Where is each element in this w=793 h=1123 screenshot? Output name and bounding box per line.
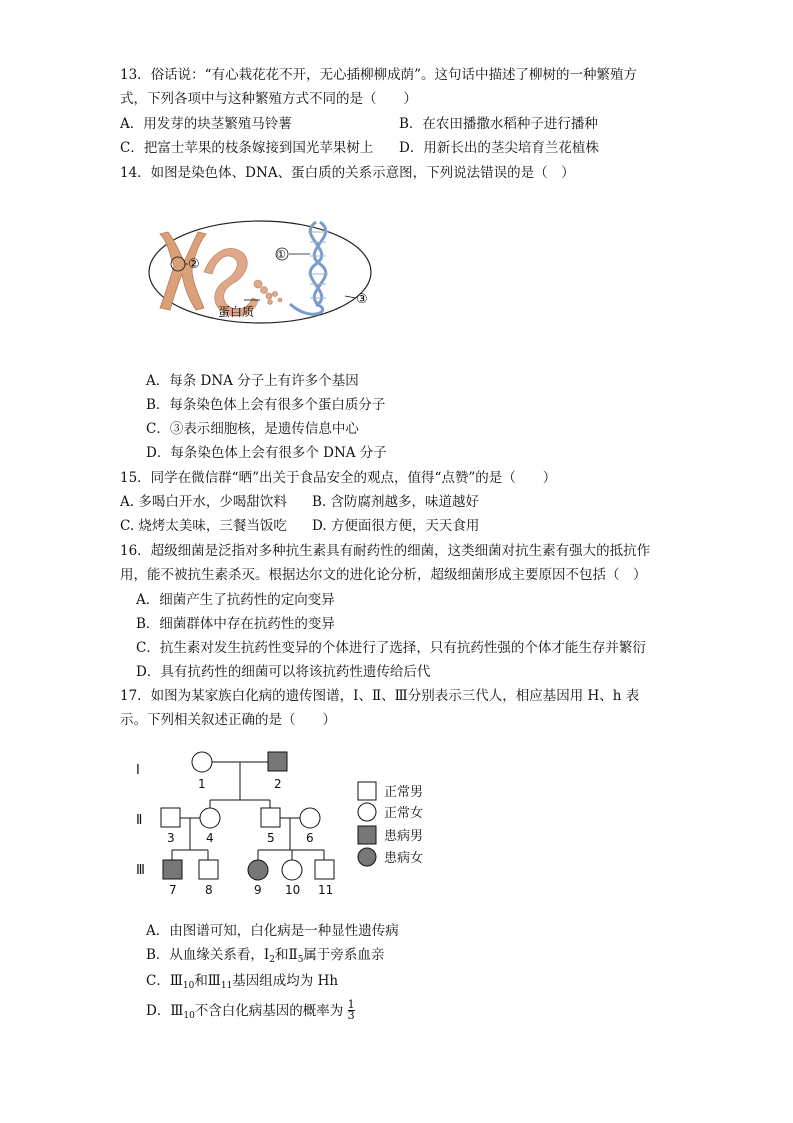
- pedigree-chart: [130, 746, 450, 896]
- num-5: 5: [267, 831, 275, 845]
- legend-normal-female: 正常女: [384, 806, 424, 821]
- q16-stem-line1: 16．超级细菌是泛指对多种抗生素具有耐药性的细菌，这类细菌对抗生素有强大的抵抗作: [120, 543, 651, 559]
- label-1: ①: [276, 248, 286, 261]
- q14-option-b: B．每条染色体上会有很多个蛋白质分子: [146, 397, 386, 413]
- legend-normal-male: 正常男: [384, 785, 424, 800]
- fraction-denominator: 3: [347, 1009, 355, 1022]
- pedigree-legend: [358, 782, 376, 866]
- individual-11: [315, 860, 334, 879]
- generation-2-label: Ⅱ: [136, 813, 143, 828]
- q15-option-a: A. 多喝白开水，少喝甜饮料: [120, 494, 287, 510]
- q17-b-post: 属于旁系血亲: [303, 947, 385, 963]
- num-8: 8: [205, 883, 213, 896]
- generation-3-label: Ⅲ: [136, 863, 145, 878]
- q17-option-d: [146, 1000, 355, 1025]
- individual-10: [282, 860, 302, 880]
- q17-c-mid: 和Ⅲ: [194, 973, 221, 989]
- q17-option-b: [146, 946, 384, 969]
- label-2: ②: [188, 257, 200, 272]
- q16-option-c: C．抗生素对发生抗药性变异的个体进行了选择，只有抗药性强的个体才能生存并繁衍: [136, 640, 646, 656]
- individual-7: [163, 860, 182, 879]
- q13-option-a: A．用发芽的块茎繁殖马铃薯: [120, 116, 292, 132]
- num-4: 4: [206, 831, 214, 845]
- q17-c-sub1: 10: [182, 981, 195, 991]
- legend-affected-male: 患病男: [384, 829, 424, 844]
- chromosome-dna-figure: [140, 212, 380, 332]
- dna-double-helix: [290, 222, 326, 314]
- q13-option-b: B．在农田播撒水稻种子进行播种: [399, 116, 598, 132]
- individual-9: [248, 860, 268, 880]
- q17-option-c: [146, 972, 338, 995]
- q17-c-pre: C．Ⅲ: [146, 973, 183, 989]
- legend-normal-male-icon: [358, 782, 376, 800]
- individual-5: [261, 808, 280, 827]
- individual-8: [199, 860, 218, 879]
- label-3: ③: [356, 292, 368, 307]
- q13-option-d: D．用新长出的茎尖培育兰花植株: [399, 140, 599, 156]
- num-10: 10: [285, 883, 301, 896]
- q17-d-pre: D．Ⅲ: [146, 1003, 184, 1019]
- q13-stem-line1: 13．俗话说：“有心栽花花不开，无心插柳柳成荫”。这句话中描述了柳树的一种繁殖方: [120, 67, 637, 83]
- num-6: 6: [306, 831, 314, 845]
- num-3: 3: [167, 831, 175, 845]
- q13-stem-line2: 式，下列各项中与这种繁殖方式不同的是（ ）: [120, 91, 417, 107]
- q16-stem-line2: 用，能不被抗生素杀灭。根据达尔文的进化论分析，超级细菌形成主要原因不包括（ ）: [120, 567, 647, 583]
- protein-label: 蛋白质: [218, 305, 255, 319]
- q17-stem-line2: 示。下列相关叙述正确的是（ ）: [120, 712, 336, 728]
- q17-c-sub2: 11: [220, 981, 233, 991]
- q17-d-post: 不含白化病基因的概率为: [194, 1003, 344, 1019]
- q17-d-fraction: [348, 1000, 355, 1021]
- individual-2: [268, 752, 287, 771]
- q16-option-a: A．细菌产生了抗药性的定向变异: [136, 592, 335, 608]
- q14-option-a: A．每条 DNA 分子上有许多个基因: [146, 373, 359, 389]
- num-2: 2: [274, 777, 282, 791]
- q16-option-d: D．具有抗药性的细菌可以将该抗药性遗传给后代: [136, 664, 431, 680]
- q17-b-sub1: 2: [269, 955, 275, 965]
- q14-option-d: D．每条染色体上会有很多个 DNA 分子: [146, 445, 387, 461]
- num-11: 11: [318, 883, 334, 896]
- generation-1-label: Ⅰ: [136, 763, 140, 778]
- q17-c-post: 基因组成均为 Hh: [232, 973, 339, 989]
- q17-b-pre: B．从血缘关系看，Ⅰ: [146, 947, 270, 963]
- individual-3: [161, 808, 180, 827]
- individual-6: [300, 808, 320, 828]
- legend-normal-female-icon: [358, 803, 376, 821]
- legend-affected-female: 患病女: [384, 851, 424, 866]
- num-1: 1: [198, 777, 206, 791]
- q13-option-c: C．把富士苹果的枝条嫁接到国光苹果树上: [120, 140, 374, 156]
- legend-affected-female-icon: [358, 848, 376, 866]
- q14-option-c: C．③表示细胞核，是遗传信息中心: [146, 421, 359, 437]
- q17-option-a: A．由图谱可知，白化病是一种显性遗传病: [146, 923, 399, 939]
- q14-stem: 14．如图是染色体、DNA、蛋白质的关系示意图，下列说法错误的是（ ）: [120, 165, 575, 181]
- q15-stem: 15．同学在微信群“晒”出关于食品安全的观点，值得“点赞”的是（ ）: [120, 470, 557, 486]
- q17-stem-line1: 17．如图为某家族白化病的遗传图谱，Ⅰ、Ⅱ、Ⅲ分别表示三代人，相应基因用 H、h 表: [120, 688, 640, 704]
- legend-affected-male-icon: [358, 826, 376, 844]
- individual-1: [192, 752, 212, 772]
- individual-4: [200, 808, 220, 828]
- num-9: 9: [254, 883, 262, 896]
- fraction-numerator: 1: [347, 998, 355, 1011]
- q17-d-sub: 10: [183, 1011, 195, 1021]
- q17-b-mid: 和Ⅱ: [275, 947, 298, 963]
- num-7: 7: [169, 883, 177, 896]
- q15-option-d: D. 方便面很方便，天天食用: [312, 518, 480, 534]
- q16-option-b: B．细菌群体中存在抗药性的变异: [136, 616, 335, 632]
- q17-b-sub2: 5: [297, 955, 304, 965]
- q15-option-b: B. 含防腐剂越多，味道越好: [312, 494, 480, 510]
- q15-option-c: C. 烧烤太美味，三餐当饭吃: [120, 518, 287, 534]
